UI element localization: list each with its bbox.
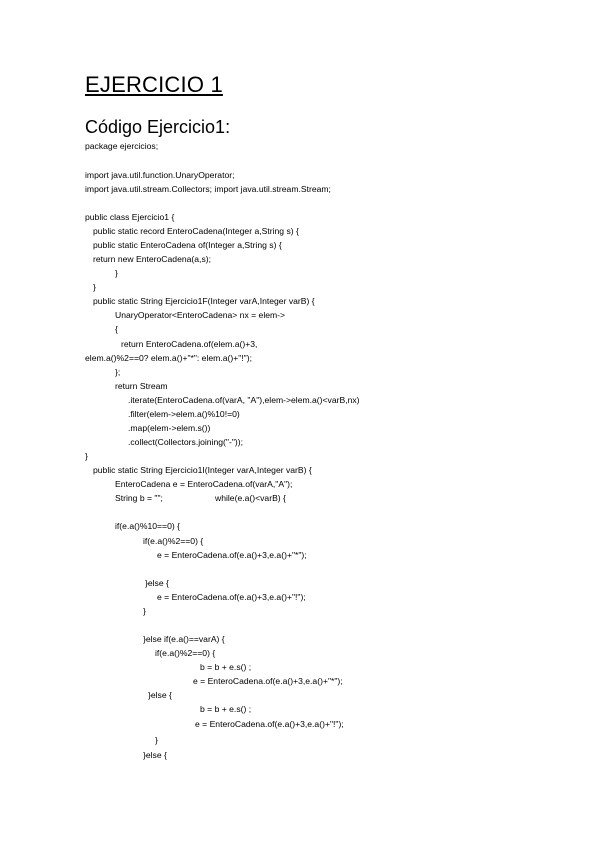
code-line: } (155, 735, 158, 745)
code-line: .map(elem->elem.s()) (128, 423, 211, 433)
code-line: return EnteroCadena.of(elem.a()+3, (121, 339, 258, 349)
code-line: } (115, 268, 118, 278)
code-line: .filter(elem->elem.a()%10!=0) (128, 409, 240, 419)
code-line: } (93, 282, 96, 292)
code-line: public static String Ejercicio1F(Integer varA,Integer varB) { (93, 296, 315, 306)
code-line: }else if(e.a()==varA) { (143, 634, 225, 644)
code-line: .iterate(EnteroCadena.of(varA, "A"),elem->elem.a()<varB,nx) (128, 395, 360, 405)
code-line: }else { (148, 690, 172, 700)
code-line: import java.util.function.UnaryOperator; (85, 170, 235, 180)
code-line: return new EnteroCadena(a,s); (93, 254, 211, 264)
code-line: { (115, 324, 118, 334)
code-line: e = EnteroCadena.of(e.a()+3,e.a()+"*"); (193, 676, 343, 686)
code-line: EnteroCadena e = EnteroCadena.of(varA,"A"); (115, 479, 293, 489)
section-heading: Código Ejercicio1: (85, 117, 231, 137)
code-line: b = b + e.s() ; (200, 704, 252, 714)
code-line: elem.a()%2==0? elem.a()+"*": elem.a()+"!"); (85, 353, 252, 363)
code-line: public class Ejercicio1 { (85, 212, 175, 222)
document-title: EJERCICIO 1 (85, 72, 223, 97)
code-line: public static String Ejercicio1I(Integer varA,Integer varB) { (93, 465, 312, 475)
code-line: e = EnteroCadena.of(e.a()+3,e.a()+"*"); (157, 550, 307, 560)
code-line: import java.util.stream.Collectors; import java.util.stream.Stream; (85, 184, 331, 194)
code-line: String b = ""; (115, 493, 163, 503)
code-line: if(e.a()%2==0) { (155, 648, 216, 658)
code-line: e = EnteroCadena.of(e.a()+3,e.a()+"!"); (195, 719, 344, 729)
code-line: }else { (143, 750, 167, 760)
code-line: while(e.a()<varB) { (215, 493, 286, 503)
code-line: public static EnteroCadena of(Integer a,String s) { (93, 240, 282, 250)
code-line: e = EnteroCadena.of(e.a()+3,e.a()+"!"); (157, 592, 306, 602)
code-line: UnaryOperator<EnteroCadena> nx = elem-> (115, 310, 286, 320)
code-line: } (85, 451, 88, 461)
code-line: } (143, 606, 146, 616)
code-line: if(e.a()%2==0) { (143, 536, 204, 546)
code-line: }else { (145, 578, 169, 588)
code-line: b = b + e.s() ; (200, 662, 252, 672)
code-line: }; (115, 367, 121, 377)
code-line: if(e.a()%10==0) { (115, 521, 180, 531)
code-line: .collect(Collectors.joining("-")); (128, 437, 243, 447)
code-line: return Stream (115, 381, 168, 391)
code-line: package ejercicios; (85, 141, 159, 151)
code-line: public static record EnteroCadena(Integer a,String s) { (93, 226, 299, 236)
